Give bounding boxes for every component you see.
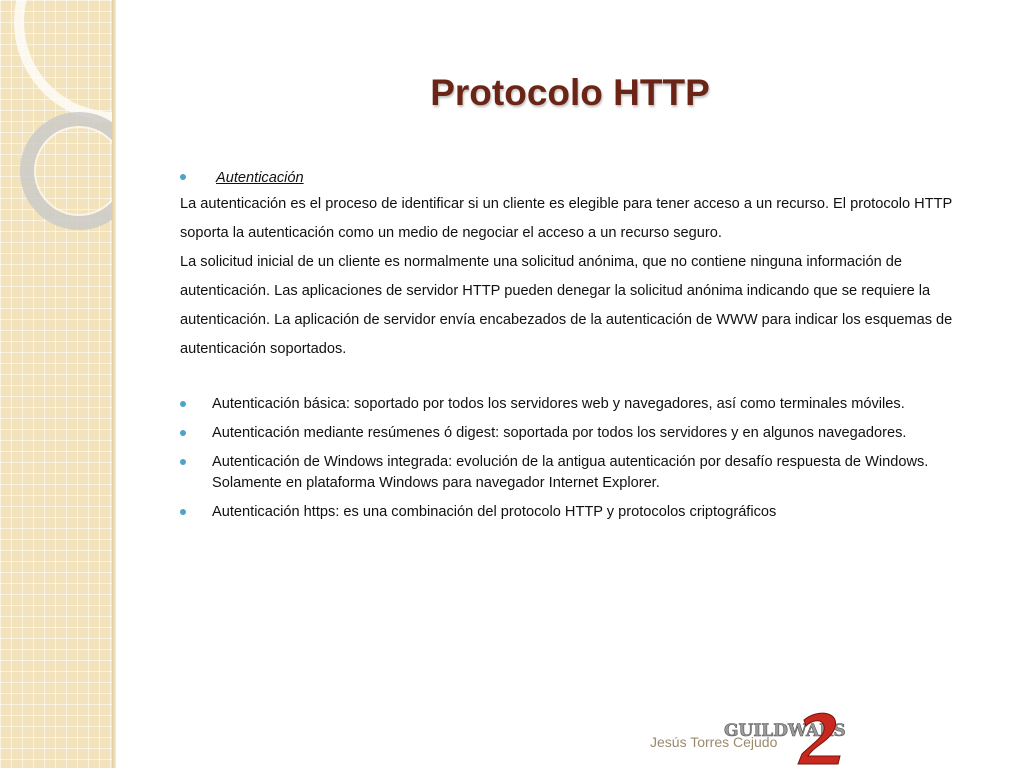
side-panel-edge: [112, 0, 116, 768]
heading-bullet: [180, 166, 980, 190]
paragraph-request: La solicitud inicial de un cliente es normalmente una solicitud anónima, que no contiene ninguna información de autenticación. Las aplicaciones de servidor HTTP pueden denegar la solicitud anónima indicando que se requiere la autenticación. La aplicación de servidor envía encabezados de la autenticación de WWW para indicar los esquemas de autenticación soportados.: [180, 254, 953, 357]
guildwars-logo: [722, 706, 848, 766]
logo-number: 2: [818, 748, 821, 753]
slide-title: Protocolo HTTP: [430, 72, 710, 113]
logo-wordmark: GUILDWARS: [724, 721, 846, 741]
footer-author: Jesús Torres Cejudo: [650, 734, 778, 750]
slide-content: [180, 166, 980, 531]
decorative-ring-small: [20, 112, 112, 230]
list-item-text: Autenticación básica: soportado por todos los servidores web y navegadores, así como terminales móviles.: [212, 396, 905, 412]
spacer: [180, 364, 980, 394]
bullet-dot-icon: [180, 401, 186, 407]
bullet-dot-icon: [180, 174, 186, 180]
list-item: [180, 502, 980, 523]
decorative-ring-large: [14, 0, 112, 122]
paragraph-definition: La autenticación es el proceso de identificar si un cliente es elegible para tener acceso a un recurso. El protocolo HTTP soporta la autenticación como un medio de negociar el acceso a un recurso seguro.: [180, 196, 953, 241]
list-item: [180, 423, 980, 444]
list-item-text: Autenticación https: es una combinación del protocolo HTTP y protocolos criptográficos: [212, 504, 777, 520]
decorative-side-panel: [0, 0, 112, 768]
list-item-text: Autenticación mediante resúmenes ó digest: soportada por todos los servidores y en algunos navegadores.: [212, 425, 907, 441]
section-heading: Autenticación: [216, 170, 304, 186]
bullet-dot-icon: [180, 509, 186, 515]
bullet-dot-icon: [180, 430, 186, 436]
bullet-dot-icon: [180, 459, 186, 465]
list-item: [180, 452, 980, 494]
list-item-text: Autenticación de Windows integrada: evolución de la antigua autenticación por desafío respuesta de Windows. Solamente en plataforma Windows para navegador Internet Explorer.: [212, 454, 929, 491]
list-item: [180, 394, 980, 415]
